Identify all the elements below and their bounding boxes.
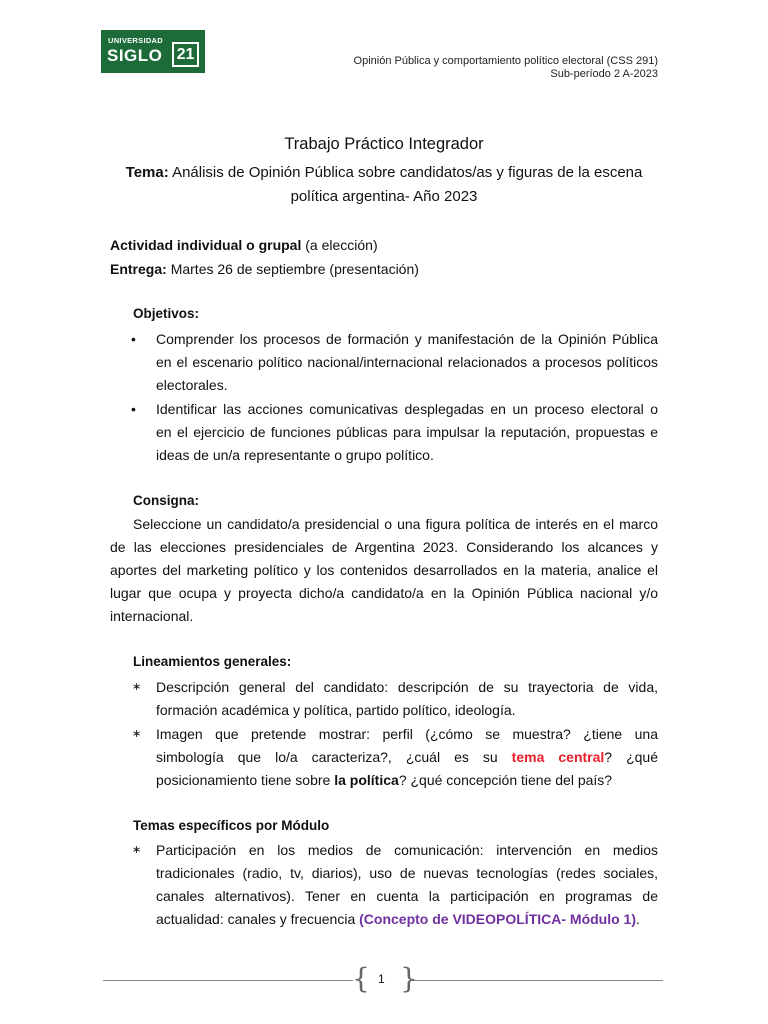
videopolitica-highlight: (Concepto de VIDEOPOLÍTICA- Módulo 1) [359,911,637,927]
tema-line-1 [0,164,768,181]
consigna-heading: Consigna: [133,493,199,508]
module-1-line-4 [156,910,640,928]
consigna-line-4: lugar que ocupa y proyecta dicho/a candidato/a en la Opinión Pública nacional y/o [110,585,658,601]
tema-central-highlight: tema central [511,749,605,765]
module-1-line-1: Participación en los medios de comunicación: intervención en medios [156,842,658,858]
star-bullet-icon: ∗ [132,844,142,856]
consigna-line-1: Seleccione un candidato/a presidencial o una figura política de interés en el marco [133,516,658,532]
activity-label: Actividad individual o grupal [110,237,302,253]
consigna-line-2: de las elecciones presidenciales de Argentina 2023. Considerando los alcances y [110,539,658,555]
guideline-2-line-1: Imagen que pretende mostrar: perfil (¿cómo se muestra? ¿tiene una [156,726,658,742]
objective-2-line-3: ideas de un/a representante o grupo político. [156,447,434,463]
delivery-label: Entrega: [110,261,167,277]
tema-text-1: Análisis de Opinión Pública sobre candidatos/as y figuras de la escena [172,164,643,181]
header-course: Opinión Pública y comportamiento político electoral (CSS 291) [353,55,658,67]
logo-university-text: UNIVERSIDAD [108,36,163,45]
la-politica-highlight: la política [334,772,399,788]
guideline-2-text-a: simbología que lo/a caracteriza?, ¿cuál es su [156,749,498,765]
objectives-heading: Objetivos: [133,306,200,321]
module-1-line-3: canales alternativos). Tener en cuenta la participación en programas de [156,888,658,904]
module-1-text-a: actualidad: canales y frecuencia [156,911,356,927]
module-1-text-c: . [636,911,640,927]
logo-number: 21 [172,42,199,67]
objective-2-line-1: Identificar las acciones comunicativas desplegadas en un proceso electoral o [156,401,658,417]
tema-label: Tema: [125,164,169,181]
objective-1-line-3: electorales. [156,377,228,393]
star-bullet-icon: ∗ [132,728,142,740]
university-logo [101,30,205,73]
consigna-line-5: internacional. [110,608,194,624]
guidelines-heading: Lineamientos generales: [133,654,292,669]
objective-1-line-1: Comprender los procesos de formación y manifestación de la Opinión Pública [156,331,658,347]
objective-1-line-2: en el escenario político nacional/internacional relacionados a procesos políticos [156,354,658,370]
page-number: 1 [378,972,385,986]
module-1-line-2: tradicionales (radio, tv, diarios), uso de nuevas tecnologías (redes sociales, [156,865,658,881]
guideline-2-line-3 [156,771,612,789]
guideline-2-text-d: posicionamiento tiene sobre [156,772,331,788]
guideline-1-line-1: Descripción general del candidato: descripción de su trayectoria de vida, [156,679,658,695]
footer-rule-right [412,980,663,981]
guideline-2-text-c: ? ¿qué [604,749,658,765]
activity-line [110,236,378,254]
guideline-2-line-2 [156,748,658,766]
activity-value: (a elección) [305,237,378,253]
bullet-icon: • [131,331,136,347]
star-bullet-icon: ∗ [132,681,142,693]
consigna-line-3: aportes del marketing político y los contenidos desarrollados en la materia, analice el [110,562,658,578]
footer-rule-left [103,980,353,981]
objective-2-line-2: en el ejercicio de funciones públicas para impulsar la reputación, propuestas e [156,424,658,440]
left-brace-icon: { [352,962,370,995]
bullet-icon: • [131,401,136,417]
page-title: Trabajo Práctico Integrador [284,135,484,153]
delivery-line [110,260,419,278]
guideline-1-line-2: formación académica y política, partido político, ideología. [156,702,516,718]
logo-siglo-text: SIGLO [107,46,163,65]
guideline-2-text-e: ? ¿qué concepción tiene del país? [398,772,613,788]
tema-text-2: política argentina- Año 2023 [290,188,478,205]
right-brace-icon: } [400,962,418,995]
modules-heading: Temas específicos por Módulo [133,818,330,833]
delivery-value: Martes 26 de septiembre (presentación) [170,261,419,277]
header-period: Sub-período 2 A-2023 [550,68,658,80]
